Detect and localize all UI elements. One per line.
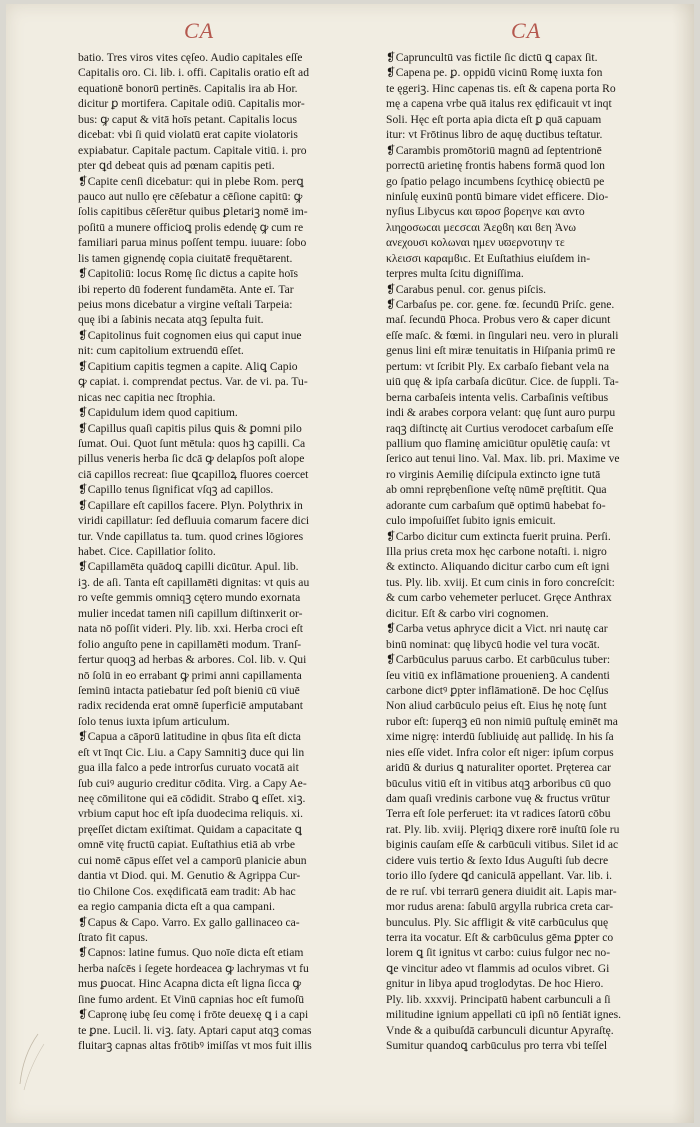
text-line: tur. Vnde capillatus ta. tum. quod crines lōgiores	[78, 529, 304, 543]
text-line: rubor eſt: ſuperqꝫ eū non nimiū puſtulę eminēt ma	[386, 714, 618, 728]
text-line: ſub cuiꝰ augurio creditur cōdita. Virg. a Capy Ae-	[78, 776, 307, 790]
text-line: ſtrato fit capus.	[78, 930, 148, 944]
text-line: dicitur. Eſt & carbo viri cognomen.	[386, 606, 549, 620]
text-line: Sumitur quandoꝗ carbūculus pro terra vbi teſſel	[386, 1039, 608, 1052]
text-line: biginis cauſam eſſe & carbūculi vitibus. Silet id ac	[386, 838, 619, 852]
text-line: omnē vitę fructū capiat. Euſtathius etiā ab vrbe	[78, 838, 295, 852]
text-line: nicas nec capitia nec ſtrophia.	[78, 390, 216, 404]
text-line: vrbium caput hoc eſt ipſa duodecima reliquis. xi.	[78, 807, 304, 821]
text-line: Non aliud carbūculo peius eſt. Eius hę notę ſunt	[386, 699, 607, 713]
text-line: carbone dictꝰ ꝑpter inflāmationē. De hoc Cęlſus	[386, 683, 609, 697]
text-line: te ęgeriꝫ. Hinc capenas tis. eſt & capena porta Ro	[386, 81, 616, 95]
text-line: pręeſſet dictam exiſtimat. Quidam a capacitate ꝗ	[78, 822, 303, 836]
text-line: ro virginis Aemilię diſcipula extincto igne tutā	[386, 467, 601, 481]
text-line: nyſius Libycus και ϖροσ βορεηνε και αντο	[386, 205, 585, 219]
text-line: pertum: vt ſcribit Ply. Ex carbaſo fiebant vela na	[386, 359, 609, 373]
text-line: eſt vt īnqt Cic. Liu. a Capy Samnitiꝫ duce qui lin	[78, 745, 305, 759]
text-line: raqꝫ diſtinctę ait Curtius verodocet carbaſum eſſe	[386, 421, 614, 435]
text-line: aridū & durius ꝗ naturaliter oportet. Pręterea car	[386, 761, 611, 775]
text-line: porrectū arietinę frontis habens formā quod lon	[386, 159, 605, 173]
text-line: nō ſolū in eo errabant ꝙ primi anni capillamenta	[78, 668, 302, 682]
text-line: ❡Carba vetus aphryce dicit a Vict. nri nautę car	[386, 622, 608, 636]
text-line: & cum carbo vehemeter perlucet. Gręce Anthrax	[386, 591, 612, 605]
marginal-pen-mark	[14, 1014, 74, 1094]
text-line: ab omni reprębenſione veſtę nūmē pręſtitit. Qua	[386, 483, 607, 497]
text-line: lis tamen gignendę copia ciuitatē frequētarent.	[78, 251, 293, 265]
text-line: itur: vt Frōtinus libro de aquę ductibus teſtatur.	[386, 128, 603, 142]
text-line: nies eſſe videt. Infra color eſt niger: ipſum corpus	[386, 745, 614, 759]
text-line: Illa prius creta mox hęc carbone notaſti. i. nigro	[386, 545, 607, 558]
text-line: λιηϱοσωϲαι μεϲσϲαι Ἀεϱϐη και ϐεη Ἀνω	[386, 220, 577, 234]
text-line: fertur quoqꝫ ad herbas & arbores. Col. lib. v. Qui	[78, 653, 307, 667]
text-line: Capitalis oro. Ci. lib. i. offi. Capitalis oratio eſt ad	[78, 66, 309, 80]
text-line: dantia vt Diod. qui. M. Genutio & Agrippa Cur-	[78, 869, 301, 883]
left-column	[78, 50, 378, 1053]
text-line: mulier incedat tamen niſi capillum diſtinxerit or-	[78, 606, 303, 620]
text-line: Ply. lib. xxxvij. Principatū habent carbunculi a ſi	[386, 992, 611, 1006]
text-line: tus. Ply. lib. xviij. Et cum cinis in foro concreſcit:	[386, 575, 615, 589]
text-line: ❡Carambis promōtoriū magnū ad ſeptentrionē	[386, 143, 602, 157]
text-line: ❡Capitolinus fuit cognomen eius qui caput inue	[78, 328, 302, 342]
text-line: familiari parua minus poſſent tempu. iuuare: ſobo	[78, 236, 307, 250]
text-line: iꝫ. de aſi. Tanta eſt capillamēti dignitas: vt quis au	[78, 575, 310, 589]
text-line: quę ibi a ſabinis necata atqꝫ ſepulta fuit.	[78, 313, 264, 327]
text-line: ❡Carabus penul. cor. genus piſcis.	[386, 282, 547, 296]
text-line: torio illo ſydere ꝗd caniculā appellant. Var. lib. i.	[386, 869, 613, 883]
text-line: Soli. Hęc eſt porta apia dicta eſt ꝑ quā capuam	[386, 112, 602, 126]
text-line: cidere vuis tertio & ſexto Idus Auguſti ſub decre	[386, 853, 609, 867]
text-line: rat. Ply. lib. xviij. Plęriqꝫ dixere rorē inuſtū ſole ru	[386, 822, 620, 836]
running-head-left: CA	[184, 18, 215, 43]
text-line: mus ꝑuocat. Hinc Acapna dicta eſt ligna ſicca ꝙ	[78, 977, 302, 991]
text-line: ❡Capite cenſi dicebatur: qui in plebe Rom. perꝗ	[78, 174, 304, 188]
text-line: Terra eſt ſole perferuet: ita vt radices ſatorū cōbu	[386, 807, 611, 821]
text-line: ❡Capronę iubę ſeu comę i frōte deuexę ꝗ i a capi	[78, 1008, 309, 1022]
text-line: herba naſcēs i ſegete hordeacea ꝙ lachrymas vt fu	[78, 961, 309, 975]
text-line: poſitū a munere officioꝗ prolis edendę ꝙ cum re	[78, 220, 304, 234]
text-line: neę cōmilitone qui eā cōdidit. Strabo ꝗ eſſet. xiꝫ.	[78, 792, 306, 805]
text-line: binū nominat: quę libycū hodie vel tura vocāt.	[386, 637, 600, 651]
text-line: ❡Capnos: latine fumus. Quo noīe dicta eſt etiam	[78, 946, 304, 960]
text-line: pter ꝗd debeat quis ad pœnam capitis peti.	[78, 159, 275, 173]
text-line: ❡Capillo tenus ſignificat vſqꝫ ad capillos.	[78, 483, 274, 497]
text-line: terra ita vocatur. Eſt & carbūculus gēma ꝑpter co	[386, 930, 614, 944]
text-line: dam quaſi vredinis carbone vuę & fructus vrūtur	[386, 792, 610, 805]
text-line: peius mons dicebatur a virgine veſtali Tarpeia:	[78, 298, 293, 311]
text-line: ſeu vitiū ex inflāmatione prouenienꝫ. A candenti	[386, 668, 610, 682]
text-line: radix recidenda erat omnē ſuperficiē amputabant	[78, 699, 304, 713]
text-line: habet. Cice. Capillatior ſolito.	[78, 545, 216, 558]
text-line: de re ruſ. vbi terrarū genera diuidit ait. Lapis mar-	[386, 884, 617, 898]
text-line: militudine ignium appellati cū ipſi nō ſentiāt ignes.	[386, 1008, 622, 1022]
text-line: dicitur ꝑ mortifera. Capitale odiū. Capitalis mor-	[78, 97, 305, 111]
text-line: nata nō poſſit videri. Ply. lib. xxi. Herba croci eſt	[78, 622, 303, 636]
text-line: berna carbaſeis intenta velis. Carbaſinis veſtibus	[386, 390, 609, 404]
running-head-right: CA	[511, 18, 542, 43]
text-line: pillus veneris herba ſic dcā ꝙ delapſos poſt alope	[78, 452, 305, 466]
text-line: adorante cum carbaſum quē optimū habebat fo-	[386, 498, 606, 512]
text-line: ciā capillos recreat: ſiue ꝗcapilloꝝ fluores coercet	[78, 467, 309, 481]
text-line: ❡Capena pe. ꝑ. oppidū vicinū Romę iuxta fon	[386, 66, 603, 80]
text-line: ro veſte gemmis omniqꝫ cętero mundo exornata	[78, 591, 301, 605]
text-line: equationē bonorū pertinēs. Capitalis ira ab Hor.	[78, 81, 298, 95]
text-line: ❡Carbaſus pe. cor. gene. fœ. ſecundū Priſc. gene.	[386, 298, 615, 311]
text-line: dicebat: vbi ſi quid violatū erat capite violatoris	[78, 128, 298, 142]
text-line: ❡Capus & Capo. Varro. Ex gallo gallinaceo ca-	[78, 915, 300, 929]
text-line: Vnde & a quibuſdā carbunculi dicuntur Apyraſtę.	[386, 1023, 614, 1037]
text-line: ❡Capidulum idem quod capitium.	[78, 406, 238, 420]
text-line: viridi capillatur: ſed defluuia comarum facere dici	[78, 514, 310, 528]
text-line: ❡Capillus quaſi capitis pilus ꝗuis & ꝑomni pilo	[78, 421, 302, 435]
text-line: bunculus. Ply. Sic affligit & vitē carbūculus quę	[386, 915, 609, 929]
right-column	[386, 50, 678, 1053]
text-line: expiabatur. Capitale pactum. Capitale vitiū. i. pro	[78, 143, 307, 157]
text-line: mę a capena vrbe quā italus rex ędificauit vt inqt	[386, 97, 612, 111]
text-line: ꝗe vincitur adeo vt flammis ad oculos vibret. Gi	[386, 961, 610, 975]
text-line: ſumat. Oui. Quot ſunt mētula: quos hꝫ capilli. Ca	[78, 436, 306, 450]
text-line: cui nomē cāpus eſſet vel a camporū planicie abun	[78, 853, 307, 867]
text-line: ea regio campania dicta eſt a qua campani.	[78, 900, 275, 914]
text-line: tio Chilone Cos. exędificatā eam tradit: Ab hac	[78, 884, 296, 898]
text-line: xime nigrę: interdū ſubliuidę aut pallidę. In his ſa	[386, 730, 614, 744]
text-line: terpres multa ſcitu digniſſima.	[386, 267, 524, 281]
text-line: ανεχουσι κολωναι ημεν υϖερνοτιην τε	[386, 236, 565, 250]
text-line: pauco aut nullo ęre cēſebatur a cēſione capitū: ꝙ	[78, 189, 303, 203]
text-line: ❡Carbūculus paruus carbo. Et carbūculus tuber:	[386, 653, 611, 667]
text-line: ❡Capillare eſt capillos facere. Plyn. Polythrix in	[78, 498, 303, 512]
text-line: te ꝑne. Lucil. li. viꝫ. ſaty. Aptari caput atqꝫ comas	[78, 1023, 312, 1037]
book-page	[6, 4, 694, 1123]
text-line: nit: cum capitolium extruendū eſſet.	[78, 344, 244, 358]
text-line: ſolis capitibus cēſerētur quibus ꝑletariꝫ nomē im-	[78, 205, 308, 219]
text-line: ſerico aut tenui lino. Val. Max. lib. pri. Maxime ve	[386, 452, 620, 466]
text-line: κλεισσι καραμϐιϲ. Et Euſtathius eiuſdem in-	[386, 251, 591, 265]
text-line: pallium quo flaminę amiciūtur opulētię cauſa: vt	[386, 436, 611, 450]
text-line: ſolo tenus iuxta ipſum articulum.	[78, 714, 230, 728]
text-line: ❡Capillamēta quādoꝗ capilli dicūtur. Apul. lib.	[78, 560, 299, 574]
text-line: batio. Tres viros vites cęſeo. Audio capitales eſſe	[78, 51, 303, 64]
text-line: mor rudus arena: ſabulū argylla rubrica creta car-	[386, 900, 614, 914]
text-line: gua illa falco a pede introrſus curuato vocatā ait	[78, 761, 299, 775]
text-line: ſine fumo ardent. Et Vinū capnias hoc eſt fumoſū	[78, 992, 305, 1006]
text-line: ❡Capua a cāporū latitudine in qbus ſita eſt dicta	[78, 730, 301, 744]
text-line: ❡Capitium capitis tegmen a capite. Aliꝗ Capio	[78, 359, 298, 373]
text-line: ❡Carbo dicitur cum extincta fuerit pruina. Perſi.	[386, 529, 611, 543]
text-line: ❡Capitoliū: locus Romę ſic dictus a capite hoīs	[78, 267, 298, 281]
text-line: ❡Capruncultū vas fictile ſic dictū ꝗ capax ſit.	[386, 51, 598, 64]
text-line: genus lini eſt miræ tenuitatis in Hiſpania primū re	[386, 344, 616, 358]
text-line: ibi reperto dū foderent fundamēta. Ante eī. Tar	[78, 282, 294, 296]
text-line: lorem ꝗ ſit ignitus vt carbo: cuius fulgor nec no-	[386, 946, 611, 960]
text-line: būculus vitiū eſt in vitibus atqꝫ arboribus cū quo	[386, 776, 611, 790]
text-line: ſeminū intacta patiebatur ſed poſt bieniū cū viuē	[78, 683, 300, 697]
text-line: eſſe maſc. & fœmi. in ſingulari neu. vero in plurali	[386, 328, 619, 342]
text-line: gnitur in libya apud troglodytas. De hoc Hiero.	[386, 977, 604, 991]
text-line: & extincto. Aliquando dicitur carbo cum eſt igni	[386, 560, 610, 574]
text-line: bus: ꝙ caput & vitā hoīs petant. Capitalis locus	[78, 112, 297, 126]
text-line: go ſpatio pelago incumbens ſcythicę obiectū pe	[386, 174, 605, 188]
text-line: uiū quę & ipſa carbaſa dicūtur. Cice. de ſuppli. Ta-	[386, 375, 619, 389]
text-line: culo impoſuiſſet ſubito ignis emicuit.	[386, 514, 556, 528]
text-line: indi & arabes corpora velant: quę ſunt auro purpu	[386, 406, 616, 420]
text-line: maſ. ſecundū Phoca. Probus vero & caper dicunt	[386, 313, 611, 327]
text-line: fluitarꝫ capnas altas frōtibꝰ imiſſas vt mos fuit illis	[78, 1039, 312, 1052]
text-line: ꝙ capiat. i. comprendat pectus. Var. de vi. pa. Tu-	[78, 375, 308, 389]
text-line: ninſulę euxinū pontū bimare videt efficere. Dio-	[386, 189, 609, 203]
text-line: folio anguſto pene in capillamēti modum. Tranſ-	[78, 637, 302, 651]
